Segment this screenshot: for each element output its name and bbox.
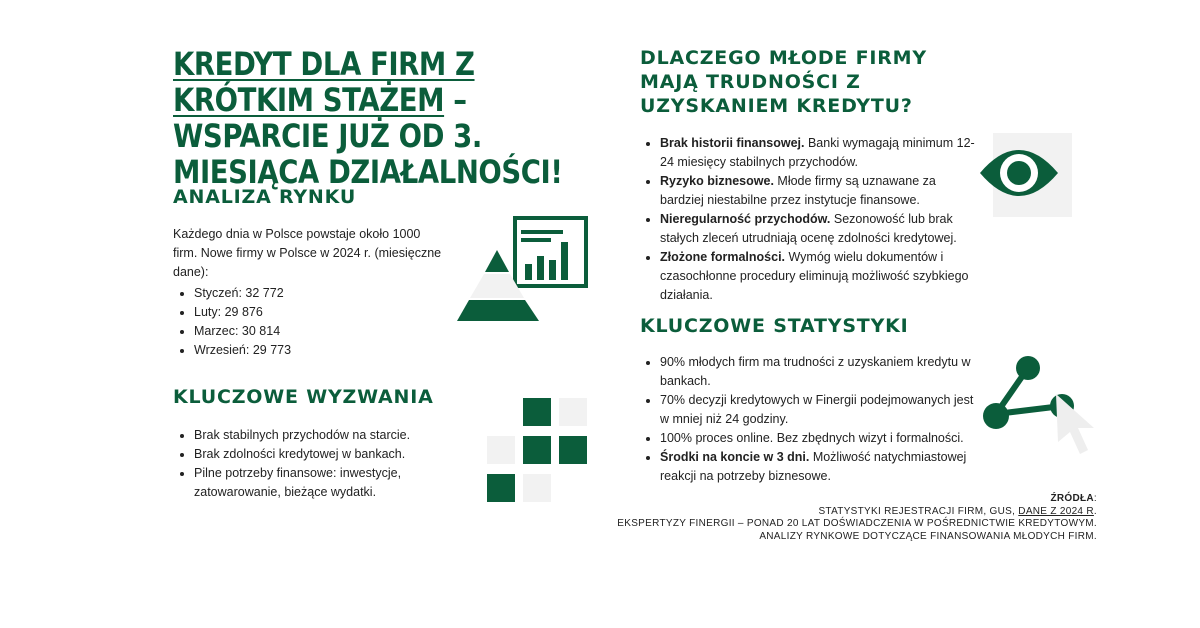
title-link[interactable]: KREDYT DLA FIRM Z KRÓTKIM STAŻEM [173,45,475,119]
list-item: • Nieregularność przychodów. Sezonowość lub brak stałych zleceń utrudniają ocenę zdolności kredytowej. [660,210,980,248]
sources-line: EKSPERTYZY FINERGII – PONAD 20 LAT DOŚWIADCZENIA W POŚREDNICTWIE KREDYTOWYM. [617,518,1097,529]
list-item: • Pilne potrzeby finansowe: inwestycje, zatowarowanie, bieżące wydatki. [194,464,444,502]
list-item: • Luty: 29 876 [194,303,454,322]
challenges-list [173,426,444,502]
market-list [173,284,454,360]
sources-label: ŹRÓDŁA [1050,493,1094,504]
market-intro: Każdego dnia w Polsce powstaje około 1000 firm. Nowe firmy w Polsce w 2024 r. (miesięczne dane): [173,227,442,279]
stats-heading: KLUCZOWE STATYSTYKI [640,315,909,337]
sources: ŹRÓDŁA: STATYSTYKI REJESTRACJI FIRM, GUS, DANE Z 2024 R. EKSPERTYZY FINERGII – PONAD 20 LAT DOŚWIADCZENIA W POŚREDNICTWIE KREDYTOWYM. ANALIZY RYNKOWE DOTYCZĄCE FINANSOWANIA MŁODYCH FIRM. [617,493,1097,542]
squares-icon [487,398,589,502]
stats-list [639,353,980,486]
list-item: • Brak historii finansowej. Banki wymagają minimum 12-24 miesięcy stabilnych przychodów. [660,134,980,172]
list-item: • Styczeń: 32 772 [194,284,454,303]
list-item: • 100% proces online. Bez zbędnych wizyt i formalności. [660,429,980,448]
cursor-icon [1056,394,1094,454]
share-network-icon [980,354,1100,454]
list-item: • Środki na koncie w 3 dni. Możliwość natychmiastowej reakcji na potrzeby biznesowe. [660,448,980,486]
list-item: • Marzec: 30 814 [194,322,454,341]
sources-line: ANALIZY RYNKOWE DOTYCZĄCE FINANSOWANIA MŁODYCH FIRM. [759,530,1097,542]
list-item: • 70% decyzji kredytowych w Finergii podejmowanych jest w mniej niż 24 godziny. [660,391,980,429]
list-item: • Wrzesień: 29 773 [194,341,454,360]
eye-icon [978,133,1074,217]
chart-icon [455,216,591,322]
market-heading: ANALIZA RYNKU [173,186,357,208]
list-item: • Ryzyko biznesowe. Młode firmy są uznawane za bardziej niestabilne przez instytucje finansowe. [660,172,980,210]
why-list [639,134,980,305]
challenges-heading: KLUCZOWE WYZWANIA [173,386,434,408]
sources-link[interactable]: DANE Z 2024 R [1018,505,1094,517]
title-rest: – WSPARCIE JUŻ OD 3. MIESIĄCA DZIAŁALNOŚCI! [173,81,563,191]
list-item: • 90% młodych firm ma trudności z uzyskaniem kredytu w bankach. [660,353,980,391]
list-item: • Brak zdolności kredytowej w bankach. [194,445,444,464]
list-item: • Złożone formalności. Wymóg wielu dokumentów i czasochłonne procedury eliminują możliwość szybkiego działania. [660,248,980,305]
list-item: • Brak stabilnych przychodów na starcie. [194,426,444,445]
why-heading: DLACZEGO MŁODE FIRMY MAJĄ TRUDNOŚCI Z UZYSKANIEM KREDYTU? [640,47,927,117]
page-title [173,46,620,190]
